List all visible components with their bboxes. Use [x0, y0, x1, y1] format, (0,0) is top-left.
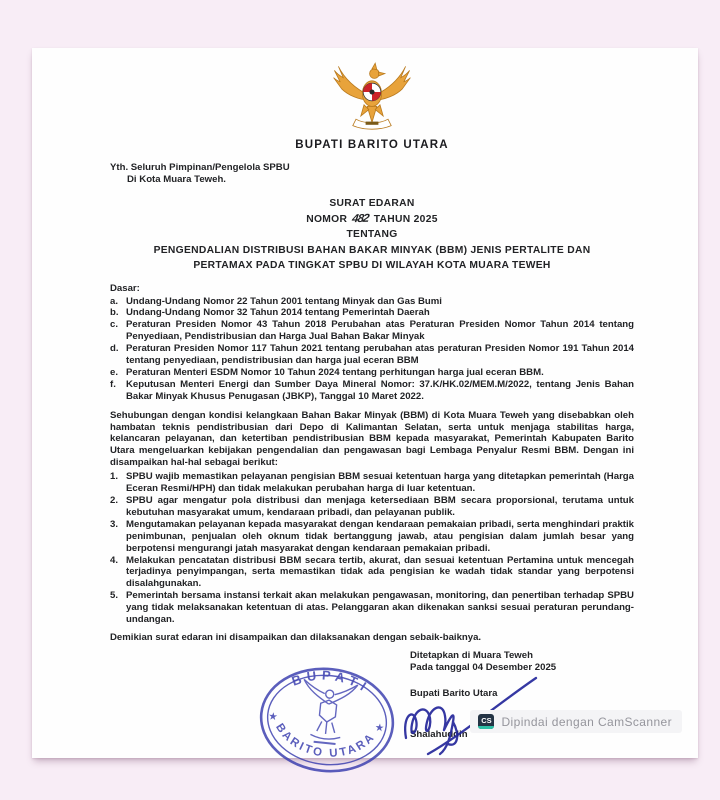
- recipient-block: [110, 162, 634, 186]
- closing-line: Demikian surat edaran ini disampaikan dan dilaksanakan dengan sebaik-baiknya.: [110, 631, 482, 643]
- dasar-item: d. Peraturan Presiden Nomor 117 Tahun 2021 tentang perubahan atas peraturan Presiden Nomor 191 Tahun 2014 tentang penyediaan, pendistribusian dan harga jual eceran BBM: [110, 343, 634, 367]
- camscanner-icon: CS: [478, 714, 494, 729]
- stamp-bottom-text: BARITO UTARA: [273, 721, 379, 760]
- letterhead: [110, 60, 634, 151]
- point-item: 1. SPBU wajib memastikan pelayanan pengisian BBM sesuai ketentuan harga yang ditetapkan pemerintah (Harga Eceran Resmi/HPH) dan tidak melakukan perubahan harga di luar ketentuan.: [110, 471, 634, 495]
- subject-line-2: PERTAMAX PADA TINGKAT SPBU DI WILAYAH KOTA MUARA TEWEH: [193, 260, 551, 271]
- place-line: Ditetapkan di Muara Teweh: [410, 649, 533, 661]
- nomor-suffix: TAHUN 2025: [373, 213, 438, 225]
- recipient-line-1: Yth. Seluruh Pimpinan/Pengelola SPBU: [110, 162, 290, 173]
- camscanner-watermark: [470, 710, 682, 733]
- point-item: 3. Mengutamakan pelayanan kepada masyarakat dengan kendaraan pemakaian pribadi, serta menghindari praktik penimbunan, penjualan oleh oknum tidak bertanggung jawab, atau pengisian dalam jumlah besar yang berpotensi mengurangi jatah masyarakat dengan kendaraan pemakaian pribadi.: [110, 518, 634, 554]
- stamp-star-left: ★: [268, 710, 278, 722]
- dasar-item: c. Peraturan Presiden Nomor 43 Tahun 2018 Perubahan atas Peraturan Presiden Nomor Tahun 2014 tentang Penyediaan, Pendistribusian dan Harga Jual Bahan Bakar Minyak: [110, 319, 634, 343]
- opening-paragraph: Sehubungan dengan kondisi kelangkaan Bahan Bakar Minyak (BBM) di Kota Muara Teweh yang disebabkan oleh hambatan teknis pendistribusian dari Depo di Kalimantan Selatan, serta untuk menjaga stabilitas harga, kelancaran pelayanan, dan ketertiban pendistribusian BBM kepada masyarakat, Pemerintah Kabupaten Barito Utara mengeluarkan kebijakan pengendalian dan pengawasan bagi Lembaga Penyalur Resmi BBM. Dengan ini disampaikan hal-hal sebagai berikut:: [110, 409, 634, 469]
- letterhead-title: BUPATI BARITO UTARA: [295, 139, 449, 151]
- signatory-title: Bupati Barito Utara: [410, 687, 498, 699]
- official-stamp: [251, 657, 404, 783]
- dasar-item: a. Undang-Undang Nomor 22 Tahun 2001 tentang Minyak dan Gas Bumi: [110, 295, 442, 307]
- nomor-handwritten-value: 482: [351, 212, 370, 225]
- banner-text-illegible: [366, 122, 379, 125]
- dasar-item: f. Keputusan Menteri Energi dan Sumber Daya Mineral Nomor: 37.K/HK.02/MEM.M/2022, tentang Jenis Bahan Bakar Minyak Khusus Penugasan (JBKP), Tanggal 10 Maret 2022.: [110, 378, 634, 402]
- stamp-top-text: BUPATI: [289, 667, 374, 697]
- point-item: 2. SPBU agar mengatur pola distribusi dan menjaga ketersediaan BBM secara proporsional, terutama untuk kebutuhan masyarakat umum, kendaraan pribadi, dan pelayanan publik.: [110, 495, 634, 518]
- doc-type: SURAT EDARAN: [329, 198, 415, 209]
- stamp-garuda-icon: [298, 679, 358, 745]
- subject-line-1: PENGENDALIAN DISTRIBUSI BAHAN BAKAR MINYAK (BBM) JENIS PERTALITE DAN: [153, 244, 591, 256]
- scanned-letter-page: [32, 48, 698, 758]
- nomor-prefix: NOMOR: [306, 213, 348, 225]
- point-item: 4. Melakukan pencatatan distribusi BBM secara tertib, akurat, dan sesuai ketentuan Pertamina untuk mencegah terjadinya penyimpangan, serta memastikan tidak ada pengisian ke wadah tidak standar yang berpotensi disalahgunakan.: [110, 554, 634, 590]
- recipient-line-2: Di Kota Muara Teweh.: [127, 174, 226, 185]
- camscanner-text: Dipindai dengan CamScanner: [501, 714, 672, 729]
- points-list: [110, 471, 634, 626]
- dasar-list: [110, 296, 634, 403]
- tentang-label: TENTANG: [346, 229, 398, 240]
- svg-text:BUPATI: [288, 664, 374, 697]
- doc-number-line: [110, 212, 634, 228]
- dasar-label: Dasar:: [110, 282, 140, 294]
- dasar-item: b. Undang-Undang Nomor 32 Tahun 2014 tentang Pemerintah Daerah: [110, 307, 430, 319]
- garuda-pancasila-emblem: [332, 60, 412, 132]
- dasar-item: e. Peraturan Menteri ESDM Nomor 10 Tahun 2024 tentang perhitungan harga jual eceran BBM.: [110, 366, 544, 378]
- signatory-name: Shalahuddin: [410, 729, 468, 741]
- title-block: [110, 196, 634, 274]
- point-item: 5. Pemerintah bersama instansi terkait akan melakukan pengawasan, monitoring, dan penertiban terhadap SPBU yang tidak melaksanakan ketentuan di atas. Pelanggaran akan dikenakan sanksi sesuai peraturan perundang-undangan.: [110, 590, 634, 626]
- stamp-star-right: ★: [374, 722, 385, 733]
- date-line: Pada tanggal 04 Desember 2025: [410, 662, 557, 674]
